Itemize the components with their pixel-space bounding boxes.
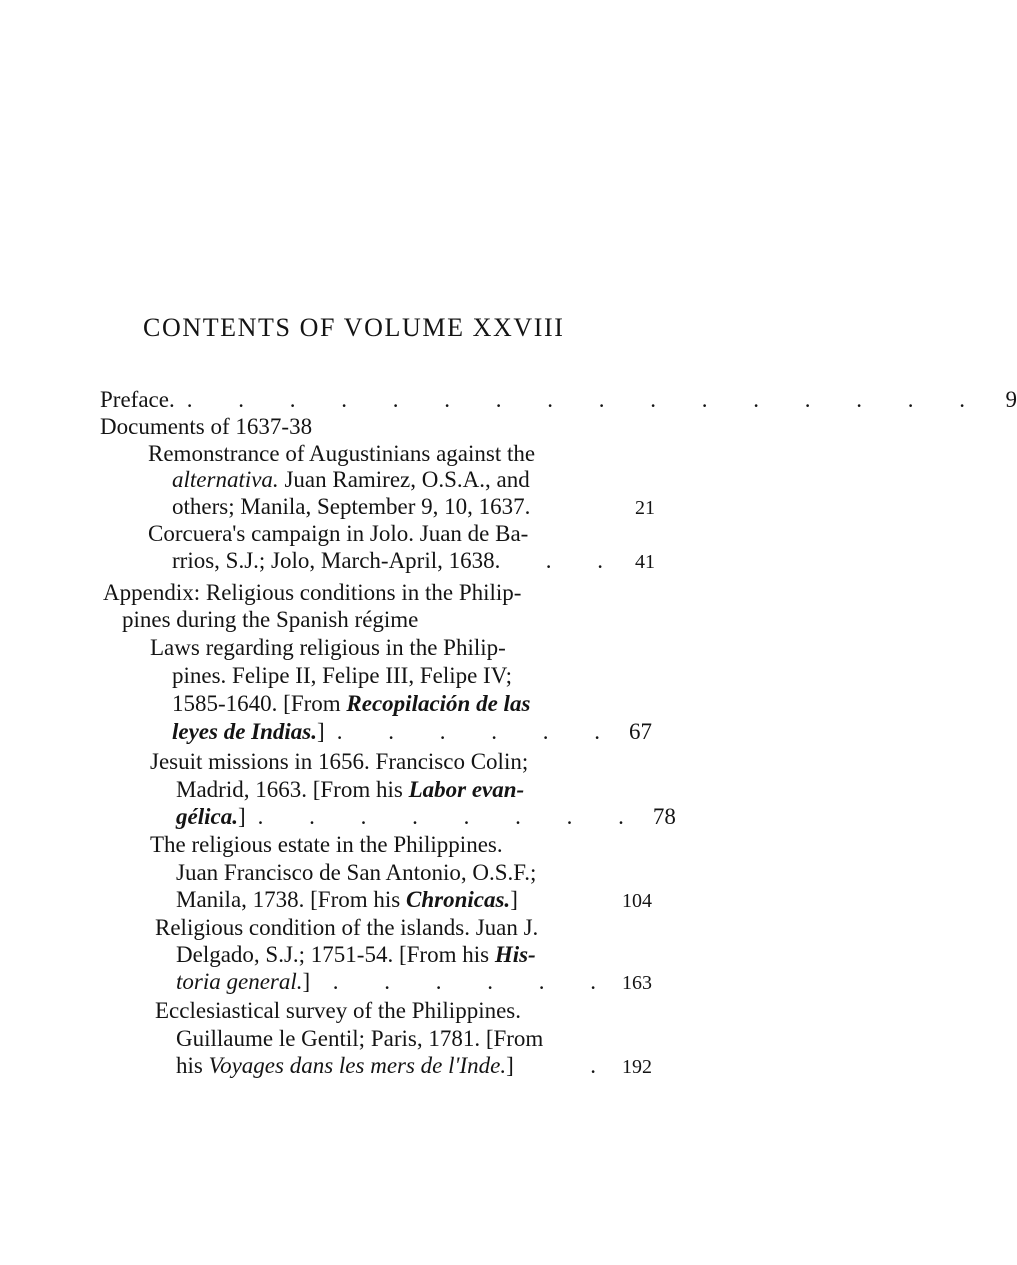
entry-line: pines. Felipe II, Felipe III, Felipe IV; <box>172 663 513 688</box>
page-number: 41 <box>635 551 655 573</box>
dot-leader: . <box>590 1053 616 1078</box>
italic-title: Chronicas. <box>406 887 511 912</box>
toc-section-appendix: Appendix: Religious conditions in the Philip- <box>103 580 522 605</box>
dot-leader: . . <box>545 548 623 573</box>
toc-entry-condition <box>176 968 652 997</box>
entry-line <box>176 941 536 969</box>
entry-line: Religious condition of the islands. Juan J. <box>155 915 539 940</box>
toc-entry-survey <box>176 1052 652 1081</box>
entry-text: Manila, 1738. [From his <box>176 887 406 912</box>
page-number: 192 <box>622 1056 652 1078</box>
page-number: 78 <box>652 804 676 829</box>
dot-leader: . . . . . . <box>332 969 616 994</box>
entry-text: others; Manila, September 9, 10, 1637. <box>172 494 531 519</box>
page-number: 67 <box>628 719 652 744</box>
entry-line <box>176 776 524 804</box>
italic-title: toria general. <box>176 969 303 994</box>
entry-text: rrios, S.J.; Jolo, March-April, 1638. <box>172 548 501 573</box>
entry-line: Corcuera's campaign in Jolo. Juan de Ba- <box>148 521 529 546</box>
italic-title: Voyages dans les mers de l'Inde. <box>208 1053 507 1078</box>
entry-text: Juan Ramirez, O.S.A., and <box>278 467 530 492</box>
entry-text: ] <box>237 804 246 829</box>
entry-text: Delgado, S.J.; 1751-54. [From his <box>176 942 495 967</box>
italic-title: alternativa. <box>172 467 279 492</box>
entry-text: ] <box>317 719 325 744</box>
dot-leader: . . . . . . <box>336 719 620 744</box>
entry-line: Ecclesiastical survey of the Philippines. <box>155 998 521 1023</box>
entry-line <box>172 466 530 494</box>
page-number: 163 <box>622 972 652 994</box>
italic-title: gélica. <box>176 804 238 829</box>
entry-line: Juan Francisco de San Antonio, O.S.F.; <box>176 860 537 885</box>
entry-text: 1585-1640. [From <box>172 691 347 716</box>
entry-line: Guillaume le Gentil; Paris, 1781. [From <box>176 1026 544 1051</box>
entry-line: Laws regarding religious in the Philip- <box>150 635 506 660</box>
toc-entry-preface <box>100 386 1017 414</box>
page-number: 9 <box>1005 387 1017 412</box>
toc-entry-estate <box>176 886 652 915</box>
entry-text: ] <box>506 1053 514 1078</box>
page-title: CONTENTS OF VOLUME XXVIII <box>143 313 565 342</box>
entry-label: Preface. <box>100 387 175 412</box>
entry-text: his <box>176 1053 209 1078</box>
italic-title: His- <box>494 942 536 967</box>
entry-text: ] <box>302 969 311 994</box>
entry-line: Remonstrance of Augustinians against the <box>148 441 536 466</box>
entry-line <box>172 690 530 718</box>
entry-text: Madrid, 1663. [From his <box>176 777 409 802</box>
toc-entry-jesuit <box>176 803 676 831</box>
toc-entry-remonstrance <box>172 493 655 522</box>
italic-title: Recopilación de las <box>346 691 531 716</box>
toc-entry-corcuera <box>172 547 655 576</box>
italic-title: Labor evan- <box>408 777 525 802</box>
italic-title: leyes de Indias. <box>172 719 318 744</box>
entry-line: The religious estate in the Philippines. <box>150 832 503 857</box>
toc-entry-laws <box>172 718 652 746</box>
entry-line: Jesuit missions in 1656. Francisco Colin; <box>150 749 529 774</box>
entry-text: ] <box>510 887 518 912</box>
dot-leader: . . . . . . . . <box>257 804 644 829</box>
page-number: 21 <box>635 497 655 519</box>
dot-leader: . . . . . . . . . . . . . . . . <box>186 387 985 412</box>
page-number: 104 <box>622 890 652 912</box>
toc-section-documents: Documents of 1637-38 <box>100 414 313 439</box>
entry-line: pines during the Spanish régime <box>122 607 419 632</box>
